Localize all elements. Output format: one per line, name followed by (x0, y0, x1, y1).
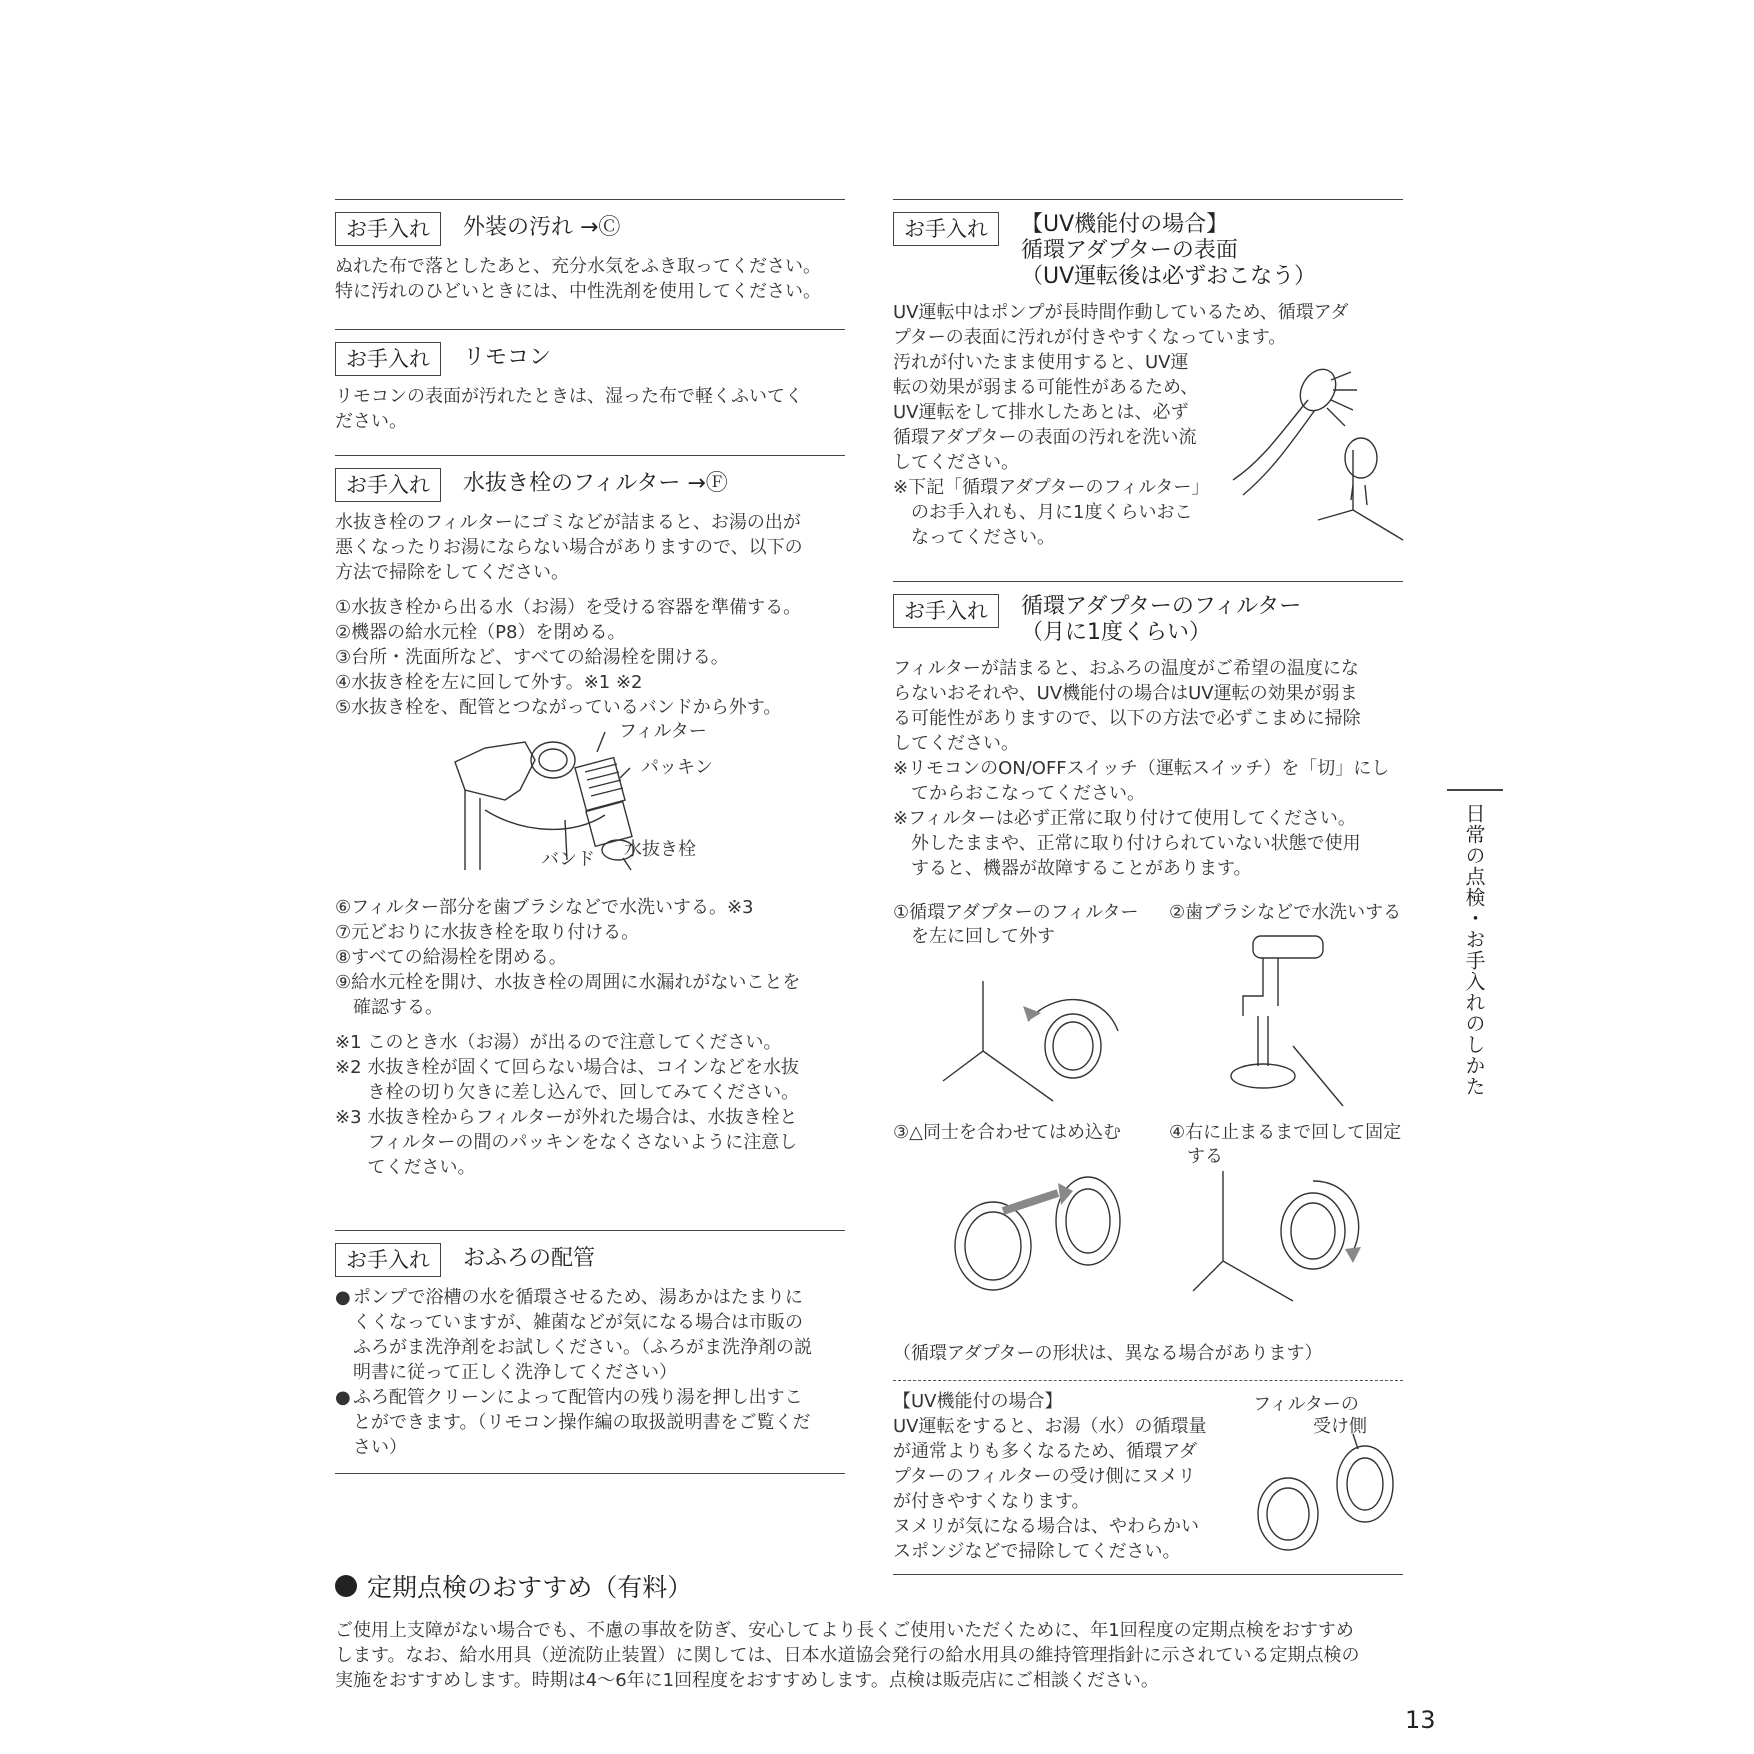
note-text: なってください。 (911, 527, 1055, 548)
step-1-label: ①循環アダプターのフィルター (893, 902, 1139, 923)
note-text: ※下記「循環アダプターのフィルター」 (893, 477, 1210, 498)
body-text: る可能性がありますので、以下の方法で必ずこまめに掃除 (893, 708, 1361, 729)
body-text: ださい。 (335, 411, 407, 432)
step-text: ⑧すべての給湯栓を閉める。 (335, 947, 567, 968)
dashed-divider (893, 1380, 1403, 1381)
note-2: ※2 水抜き栓が固くて回らない場合は、コインなどを水抜 き栓の切り欠きに差し込んで、回してみてください。 (335, 1057, 800, 1103)
body-text: UV運転をして排水したあとは、必ず (893, 402, 1189, 423)
uv-note-box (893, 1389, 1403, 1564)
body-text: 悪くなったりお湯にならない場合がありますので、以下の (335, 537, 803, 558)
section-title: 水抜き栓のフィルター →Ⓕ (463, 471, 728, 496)
fix-filter-illustration (1203, 1171, 1403, 1341)
step-1-label: を左に回して外す (911, 926, 1055, 947)
wash-filter-illustration (1203, 926, 1403, 1106)
uv-note-text: が通常よりも多くなるため、循環アダ (893, 1441, 1198, 1462)
step-text: ④水抜き栓を左に回して外す。※1 ※2 (335, 672, 643, 693)
uv-note-heading: 【UV機能付の場合】 (893, 1391, 1063, 1412)
step-text: ①水抜き栓から出る水（お湯）を受ける容器を準備する。 (335, 597, 802, 618)
step-figures (893, 901, 1403, 1331)
drain-plug-label: 水抜き栓 (624, 839, 696, 860)
fit-filter-illustration (933, 1151, 1153, 1321)
shape-note: （循環アダプターの形状は、異なる場合があります） (893, 1343, 1323, 1364)
filter-receiver-label: フィルターの (1253, 1394, 1359, 1415)
section-title: 循環アダプターのフィルター (1021, 594, 1302, 619)
filter-receiver-illustration (1253, 1444, 1403, 1554)
body-text: ぬれた布で落としたあと、充分水気をふき取ってください。 (335, 256, 821, 277)
band-label: バンド (541, 849, 595, 870)
body-text: 実施をおすすめします。時期は4～6年に1回程度をおすすめします。点検は販売店にご相談ください。 (335, 1670, 1159, 1691)
care-tag: お手入れ (893, 594, 999, 628)
body-text: 循環アダプターの表面の汚れを洗い流 (893, 427, 1197, 448)
section-title: （月に1度くらい） (1021, 620, 1211, 645)
body-text: 転の効果が弱まる可能性があるため、 (893, 377, 1199, 398)
section-bath-pipe (335, 1230, 845, 1474)
section-adapter-filter (893, 581, 1403, 1575)
inspection-section (335, 1568, 1405, 1693)
care-tag: お手入れ (335, 342, 441, 376)
body-text: UV運転中はポンプが長時間作動しているため、循環アダ (893, 302, 1349, 323)
packing-label: パッキン (641, 757, 713, 778)
body-text: 方法で掃除をしてください。 (335, 562, 569, 583)
bullet-icon (335, 1575, 357, 1597)
step-3-label: ③△同士を合わせてはめ込む (893, 1122, 1121, 1143)
bullet-1: ● ポンプで浴槽の水を循環させるため、湯あかはたまりに くくなっていますが、雑菌などが気になる場合は市販の ふろがま洗浄剤をお試しください。（ふろがま洗浄剤の説 明書に従って正しく洗浄してください） (335, 1287, 812, 1383)
note-1: ※1 このとき水（お湯）が出るので注意してください。 (335, 1032, 782, 1053)
uv-note-text: UV運転をすると、お湯（水）の循環量 (893, 1416, 1207, 1437)
body-text: 汚れが付いたまま使用すると、UV運 (893, 352, 1189, 373)
section-title: 【UV機能付の場合】 (1021, 212, 1229, 237)
body-text: してください。 (893, 733, 1019, 754)
bullet-2: ● ふろ配管クリーンによって配管内の残り湯を押し出すこ とができます。（リモコン操作編の取扱説明書をご覧くだ さい） (335, 1387, 811, 1458)
section-title: リモコン (463, 345, 552, 370)
side-tab (1447, 789, 1503, 1097)
body-text: してください。 (893, 452, 1019, 473)
remove-filter-illustration (943, 951, 1143, 1111)
care-tag: お手入れ (335, 1243, 441, 1277)
section-exterior (335, 199, 845, 316)
care-tag: お手入れ (335, 212, 441, 246)
shower-washing-illustration (1233, 360, 1403, 550)
step-text: ③台所・洗面所など、すべての給湯栓を開ける。 (335, 647, 729, 668)
body-text: 特に汚れのひどいときには、中性洗剤を使用してください。 (335, 281, 821, 302)
note-text: すると、機器が故障することがあります。 (911, 858, 1252, 879)
body-text: リモコンの表面が汚れたときは、湿った布で軽くふいてく (335, 386, 803, 407)
section-title: 外装の汚れ →Ⓒ (463, 215, 621, 240)
step-text: ⑦元どおりに水抜き栓を取り付ける。 (335, 922, 640, 943)
uv-note-text: が付きやすくなります。 (893, 1491, 1090, 1512)
section-title: おふろの配管 (463, 1246, 596, 1271)
uv-note-text: プターのフィルターの受け側にヌメリ (893, 1466, 1196, 1487)
note-text: 外したままや、正常に取り付けられていない状態で使用 (911, 833, 1361, 854)
page-number: 13 (1405, 1706, 1436, 1734)
step-2-label: ②歯ブラシなどで水洗いする (1169, 902, 1402, 923)
note-3: ※3 水抜き栓からフィルターが外れた場合は、水抜き栓と フィルターの間のパッキンをなくさないように注意し てください。 (335, 1107, 798, 1178)
body-text: ご使用上支障がない場合でも、不慮の事故を防ぎ、安心してより長くご使用いただくために、年1回程度の定期点検をおすすめ (335, 1620, 1354, 1641)
step-4-label: する (1187, 1146, 1223, 1167)
section-drain-filter (335, 455, 845, 1222)
filter-label: フィルター (619, 721, 707, 742)
care-tag: お手入れ (893, 212, 999, 246)
step-text: ⑤水抜き栓を、配管とつながっているバンドから外す。 (335, 697, 782, 718)
step-text: 確認する。 (353, 997, 443, 1018)
care-tag: お手入れ (335, 468, 441, 502)
note-text: ※リモコンのON/OFFスイッチ（運転スイッチ）を「切」にし (893, 758, 1390, 779)
section-title: 循環アダプターの表面 (1021, 238, 1238, 263)
side-tab-label: 日常の点検・お手入れのしかた (1462, 803, 1486, 1097)
filter-receiver-label: 受け側 (1313, 1416, 1367, 1437)
body-text: らないおそれや、UV機能付の場合はUV運転の効果が弱ま (893, 683, 1358, 704)
note-text: のお手入れも、月に1度くらいおこ (911, 502, 1193, 523)
step-4-label: ④右に止まるまで回して固定 (1169, 1122, 1402, 1143)
uv-note-text: ヌメリが気になる場合は、やわらかい (893, 1516, 1199, 1537)
inspection-title: 定期点検のおすすめ（有料） (367, 1573, 693, 1602)
section-title: （UV運転後は必ずおこなう） (1021, 264, 1317, 289)
body-text: プターの表面に汚れが付きやすくなっています。 (893, 327, 1287, 348)
note-text: ※フィルターは必ず正常に取り付けて使用してください。 (893, 808, 1356, 829)
body-text: フィルターが詰まると、おふろの温度がご希望の温度にな (893, 658, 1359, 679)
section-adapter-surface (893, 199, 1403, 567)
step-text: ⑨給水元栓を開け、水抜き栓の周囲に水漏れがないことを (335, 972, 801, 993)
left-column (335, 199, 845, 1474)
section-remote (335, 329, 845, 446)
body-text: 水抜き栓のフィルターにゴミなどが詰まると、お湯の出が (335, 512, 801, 533)
uv-note-text: スポンジなどで掃除してください。 (893, 1541, 1181, 1562)
step-text: ②機器の給水元栓（P8）を閉める。 (335, 622, 626, 643)
step-text: ⑥フィルター部分を歯ブラシなどで水洗いする。※3 (335, 897, 754, 918)
body-text: します。なお、給水用具（逆流防止装置）に関しては、日本水道協会発行の給水用具の維持管理指針に示されている定期点検の (335, 1645, 1360, 1666)
right-column (893, 199, 1403, 1575)
note-text: てからおこなってください。 (911, 783, 1145, 804)
drain-plug-figure (335, 720, 845, 895)
